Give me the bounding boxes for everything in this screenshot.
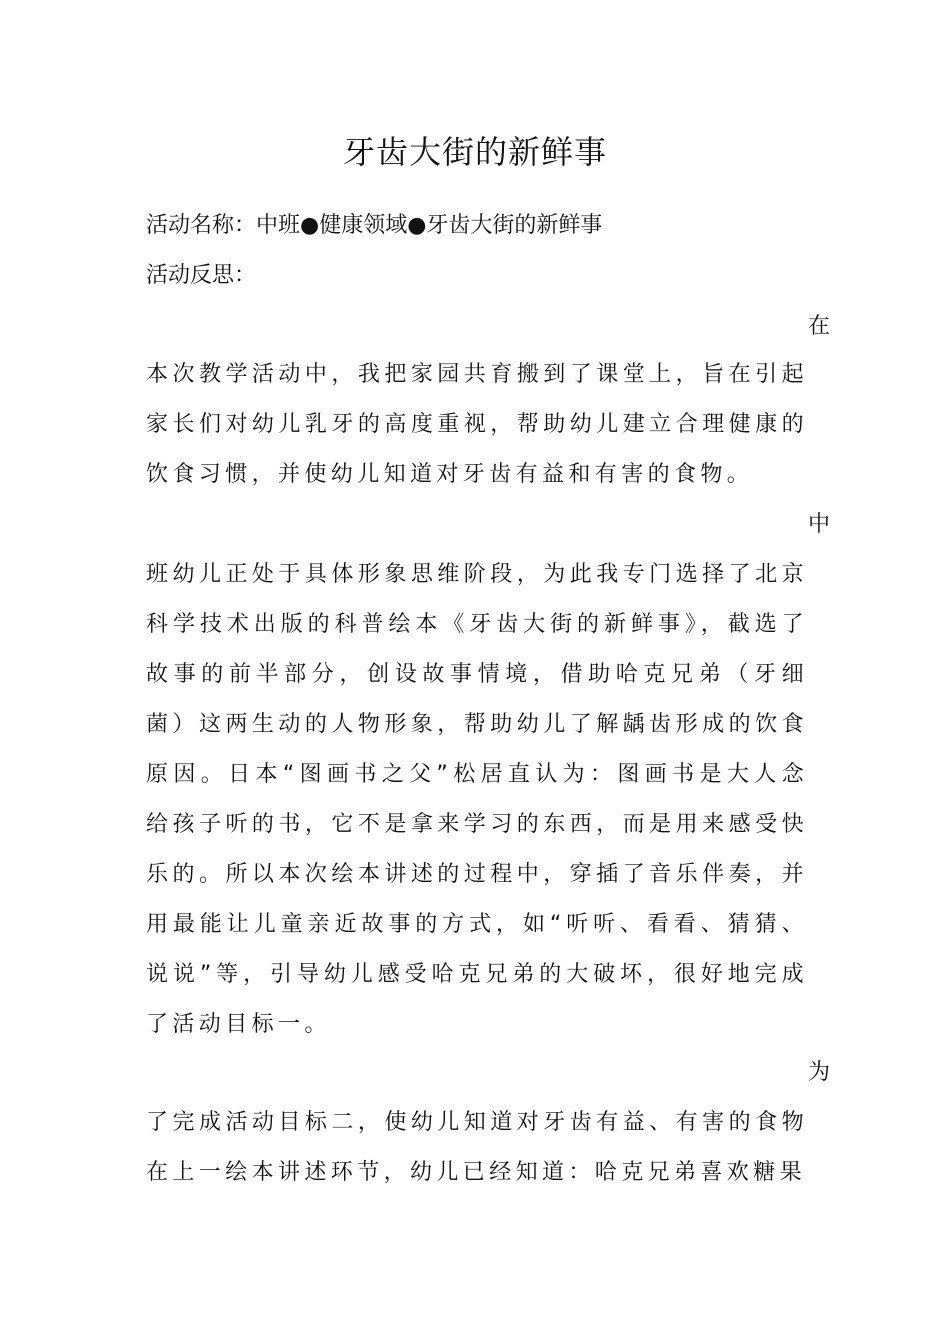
paragraph-text: 本次教学活动中，我把家园共育搬到了课堂上，旨在引起家长们对幼儿乳牙的高度重视，帮助幼儿建立合理健康的饮食习惯，并使幼儿知道对牙齿有益和有害的食物。 (146, 362, 808, 487)
paragraph-lead-char: 中 (807, 512, 830, 537)
activity-reflection-label: 活动反思： (146, 263, 257, 288)
paragraph-text: 了完成活动目标二，使幼儿知道对牙齿有益、有害的食物在上一绘本讲述环节，幼儿已经知道：哈克兄弟喜欢糖果 (146, 1110, 808, 1185)
paragraph-lead-char: 为 (807, 1060, 830, 1085)
activity-name: 活动名称：中班●健康领域●牙齿大街的新鲜事 (146, 213, 603, 238)
paragraph-text: 班幼儿正处于具体形象思维阶段，为此我专门选择了北京科学技术出版的科普绘本《牙齿大街的新鲜事》，截选了故事的前半部分，创设故事情境，借助哈克兄弟（牙细菌）这两生动的人物形象，帮助幼儿了解龋齿形成的饮食原因。日本“图画书之父”松居直认为：图画书是大人念给孩子听的书，它不是拿来学习的东西，而是用来感受快乐的。所以本次绘本讲述的过程中，穿插了音乐伴奏，并用最能让儿童亲近故事的方式，如“听听、看看、猜猜、说说”等，引导幼儿感受哈克兄弟的大破坏，很好地完成了活动目标一。 (146, 562, 808, 1037)
document-title: 牙齿大街的新鲜事 (342, 133, 607, 171)
paragraph-lead-char: 在 (807, 314, 830, 339)
